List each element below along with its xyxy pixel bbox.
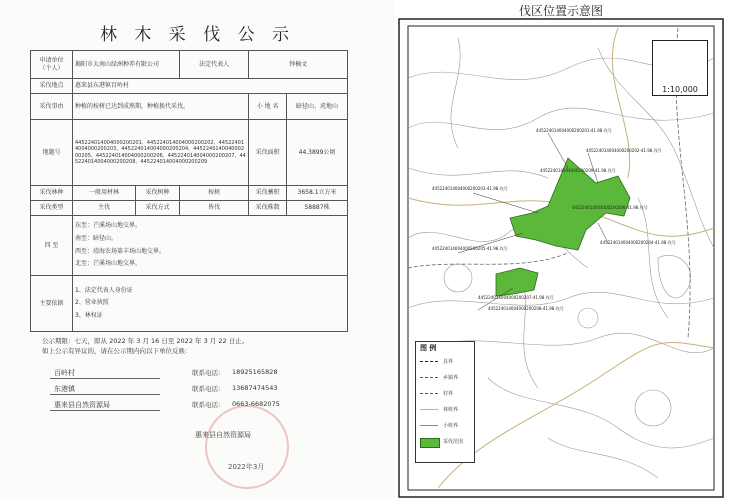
place-value: 暗径山、虎地山 bbox=[287, 94, 348, 120]
place-label: 小 地 名 bbox=[249, 94, 287, 120]
legal-rep-value: 钟楠文 bbox=[249, 51, 348, 79]
legend-title: 图 例 bbox=[420, 344, 437, 352]
boundary-value bbox=[72, 216, 347, 276]
reason-label: 采伐事由 bbox=[31, 94, 73, 120]
contact-unit: 百岭村 bbox=[54, 369, 75, 377]
plot-label: 445224014004000200201-41.98.伐号 bbox=[536, 128, 612, 133]
seal-text: 惠来县自然资源局 bbox=[195, 431, 251, 439]
harvest-info-table bbox=[30, 50, 348, 332]
method-value: 皆伐 bbox=[180, 201, 249, 216]
materials-label: 主要依据 bbox=[31, 276, 73, 332]
plot-label: 445224014004000200208-41.98.伐号 bbox=[488, 306, 564, 311]
notice-period: 公示期限：七天，即从 2022 年 3 月 16 日至 2022 年 3 月 22 日止。 bbox=[42, 337, 249, 345]
material-1: 1、法定代表人身份证 bbox=[74, 286, 133, 294]
count-value: 58887株 bbox=[287, 201, 348, 216]
document-title: 林 木 采 伐 公 示 bbox=[99, 25, 296, 45]
plot-label: 445224014004000200207-41.98.伐号 bbox=[478, 295, 554, 300]
contact-label: 联系电话： bbox=[192, 401, 225, 409]
plot-label: 445224014004000200206-41.98.伐号 bbox=[572, 205, 648, 210]
boundary-label: 四 至 bbox=[31, 216, 73, 276]
legend-item bbox=[420, 358, 470, 367]
scale-box bbox=[652, 40, 708, 96]
official-seal bbox=[205, 405, 289, 489]
contact-unit: 东港镇 bbox=[54, 385, 75, 393]
boundary-west: 西至：靖海农场第丰场山地交界。 bbox=[74, 247, 165, 255]
contact-unit: 惠来县自然资源局 bbox=[54, 401, 110, 409]
notice-instruction: 如上公示有异议的，请在公示期内向以下单位反映： bbox=[42, 347, 192, 356]
contact-label: 联系电话： bbox=[192, 369, 225, 377]
volume-value: 3658.1立方米 bbox=[287, 186, 348, 201]
legend-item bbox=[420, 422, 470, 431]
count-label: 采伐株数 bbox=[249, 201, 287, 216]
plot-label: 445224014004000200205-41.98.伐号 bbox=[432, 246, 508, 251]
applicant-label: 申请单位 （个人） bbox=[31, 51, 73, 79]
location-label: 采伐地点 bbox=[31, 79, 73, 94]
legend-label: 林班界 bbox=[443, 407, 459, 413]
contact-row bbox=[42, 384, 342, 395]
boundary-east: 东至：芒溪场山地交界。 bbox=[74, 222, 141, 230]
location-value: 惠来县东港镇百岭村 bbox=[72, 79, 347, 94]
legend-item bbox=[420, 374, 470, 383]
contact-row bbox=[42, 400, 342, 411]
reason-value: 种植的桉树已达到成熟期，种植换代采伐。 bbox=[72, 94, 248, 120]
boundary-south: 南至：暗径山。 bbox=[74, 234, 117, 242]
applicant-value: 揭阳市大南山绿洲种养有限公司 bbox=[72, 51, 179, 79]
material-3: 3、林权证 bbox=[74, 311, 103, 319]
map-title: 伐区位置示意图 bbox=[518, 4, 603, 18]
legal-rep-label: 法定代表人 bbox=[180, 51, 249, 79]
volume-label: 采伐蓄积 bbox=[249, 186, 287, 201]
tree-species-value: 桉树 bbox=[180, 186, 249, 201]
legend-label: 县界 bbox=[443, 359, 454, 365]
forest-type-value: 一般用材林 bbox=[72, 186, 135, 201]
area-value: 44.3899公顷 bbox=[287, 120, 348, 186]
legend-item bbox=[420, 390, 470, 399]
map-scale: 1:10,000 bbox=[662, 85, 698, 94]
plot-label: 445224014004000200204-41.98.伐号 bbox=[600, 240, 676, 245]
plot-value: 445224014004000200201、445224014004000200202、445224014004000200203、445224014004000200204、445224014004000200205、445224014004000200206、445224014004000200207、445224014004000200208、445224014004000200209 bbox=[72, 120, 248, 186]
tree-species-label: 采伐树种 bbox=[135, 186, 179, 201]
map-legend bbox=[415, 341, 475, 463]
contact-phone: 18925165828 bbox=[232, 368, 278, 376]
legend-item bbox=[420, 438, 470, 447]
contact-phone: 0663-6682075 bbox=[232, 400, 280, 408]
legend-label: 小班界 bbox=[443, 423, 459, 429]
legend-label: 乡镇界 bbox=[443, 375, 459, 381]
plot-label: 445224014004000200202-41.98.伐号 bbox=[586, 148, 662, 153]
seal-date: 2022年3月 bbox=[228, 463, 265, 471]
forest-type-label: 采伐林种 bbox=[31, 186, 73, 201]
area-label: 采伐面积 bbox=[249, 120, 287, 186]
contact-label: 联系电话： bbox=[192, 385, 225, 393]
contact-phone: 13687474543 bbox=[232, 384, 278, 392]
method-label: 采伐方式 bbox=[135, 201, 179, 216]
legend-label: 村界 bbox=[443, 391, 454, 397]
contact-row bbox=[42, 368, 342, 379]
plot-label: 445224014004000200203-41.98.伐号 bbox=[432, 186, 508, 191]
notice-text bbox=[42, 336, 352, 356]
material-2: 2、营业执照 bbox=[74, 299, 109, 307]
plot-label: 地题号 bbox=[31, 120, 73, 186]
cut-type-label: 采伐类型 bbox=[31, 201, 73, 216]
cut-type-value: 主伐 bbox=[72, 201, 135, 216]
legend-item bbox=[420, 406, 470, 415]
materials-value bbox=[72, 276, 347, 332]
plot-label: 445224014004000200209-41.98.伐号 bbox=[540, 168, 616, 173]
legend-label: 采伐范围 bbox=[443, 439, 464, 445]
boundary-north: 北至：芒溪场山地交界。 bbox=[74, 260, 141, 268]
